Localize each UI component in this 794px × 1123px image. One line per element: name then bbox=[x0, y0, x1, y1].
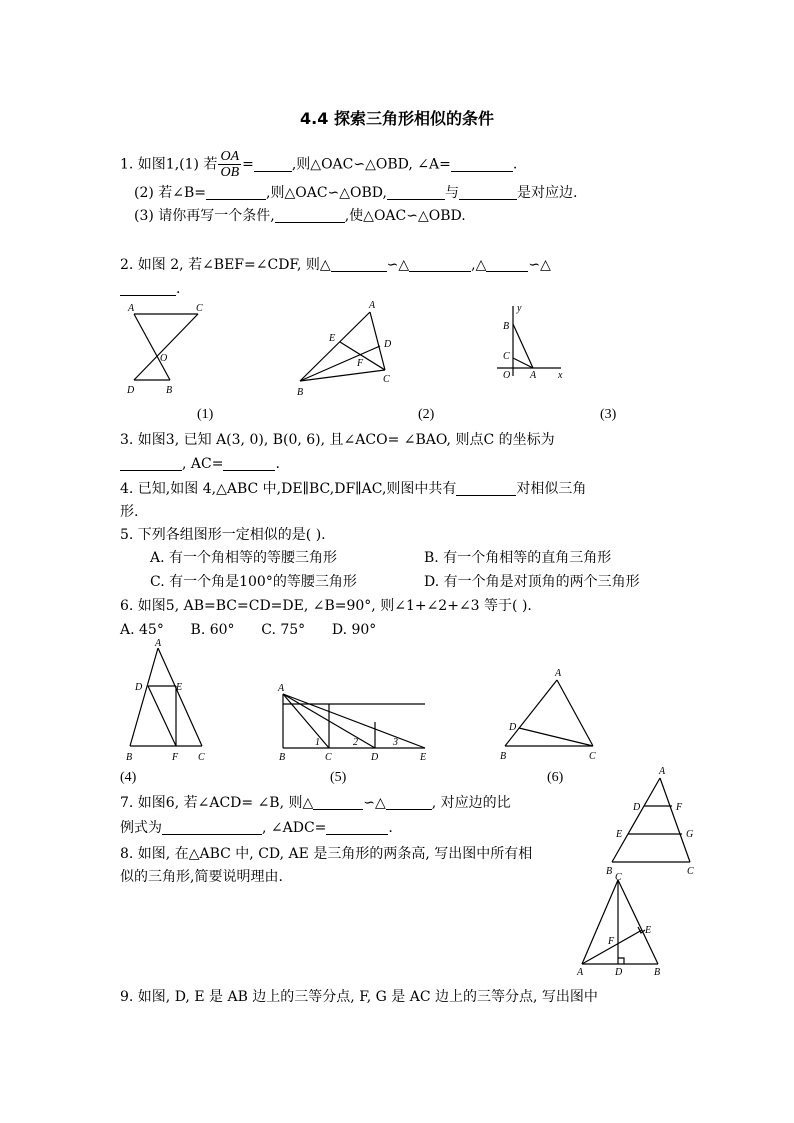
q7-b: ∽△ bbox=[363, 795, 386, 811]
point-label: C bbox=[615, 872, 622, 883]
figure-6 bbox=[495, 666, 610, 771]
figure-1 bbox=[120, 300, 220, 400]
q5-option-b[interactable]: B. 有一个角相等的直角三角形 bbox=[424, 550, 612, 566]
q2-c: ,△ bbox=[471, 257, 487, 273]
q7-d: 例式为 bbox=[120, 820, 162, 836]
q2-line2 bbox=[120, 280, 180, 298]
answer-blank[interactable] bbox=[206, 185, 266, 200]
point-label: B bbox=[297, 387, 304, 398]
q7-line1 bbox=[120, 794, 511, 812]
point-label: O bbox=[503, 370, 511, 381]
answer-blank[interactable] bbox=[326, 820, 388, 835]
q1-fraction bbox=[218, 149, 241, 180]
answer-blank[interactable] bbox=[456, 481, 516, 496]
q2-d: ∽△ bbox=[528, 257, 551, 273]
q5-option-c[interactable]: C. 有一个角是100°的等腰三角形 bbox=[150, 574, 357, 590]
angle-label: 3 bbox=[393, 737, 398, 748]
point-label: F bbox=[357, 358, 364, 369]
answer-blank[interactable] bbox=[459, 185, 517, 200]
q7-line2 bbox=[120, 819, 393, 837]
figure-4 bbox=[118, 640, 218, 770]
answer-blank[interactable] bbox=[162, 820, 262, 835]
point-label: E bbox=[616, 829, 623, 840]
point-label: A bbox=[577, 967, 584, 978]
point-label: D bbox=[384, 339, 392, 350]
point-label: y bbox=[517, 303, 522, 314]
point-label: B bbox=[606, 866, 613, 877]
q2-e: . bbox=[176, 281, 181, 297]
q2-line1 bbox=[120, 256, 551, 274]
answer-blank[interactable] bbox=[386, 795, 432, 810]
point-label: E bbox=[176, 682, 183, 693]
answer-blank[interactable] bbox=[486, 257, 528, 272]
q1-line3 bbox=[134, 207, 466, 225]
q4-line1 bbox=[120, 480, 586, 498]
point-label: x bbox=[558, 370, 563, 381]
point-label: D bbox=[127, 385, 135, 396]
figure-2-caption: (2) bbox=[418, 407, 435, 422]
point-label: A bbox=[555, 668, 562, 679]
q1-line1-pre: 1. 如图1,(1) 若 bbox=[120, 156, 218, 173]
page-title: 4.4 探索三角形相似的条件 bbox=[300, 109, 494, 128]
figure-5-caption: (5) bbox=[330, 770, 347, 785]
point-label: B bbox=[166, 385, 173, 396]
q7-c: , 对应边的比 bbox=[431, 795, 511, 811]
figure-3 bbox=[495, 300, 575, 390]
figure-4-caption: (4) bbox=[120, 770, 137, 785]
point-label: O bbox=[160, 353, 168, 364]
q1-line2-b: ,则△OAC∽△OBD, bbox=[266, 185, 387, 201]
figure-2 bbox=[290, 296, 410, 406]
point-label: C bbox=[687, 866, 694, 877]
q4-b: 对相似三角 bbox=[516, 481, 587, 497]
angle-label: 2 bbox=[353, 737, 358, 748]
q5-option-a[interactable]: A. 有一个角相等的等腰三角形 bbox=[150, 550, 338, 566]
point-label: C bbox=[325, 752, 332, 763]
q4-a: 4. 已知,如图 4,△ABC 中,DE∥BC,DF∥AC,则图中共有 bbox=[120, 481, 457, 497]
point-label: E bbox=[645, 925, 652, 936]
point-label: A bbox=[155, 638, 162, 649]
q1-line3-b: ,使△OAC∽△OBD. bbox=[344, 208, 466, 224]
q7-e: , ∠ADC= bbox=[262, 820, 327, 836]
point-label: C bbox=[383, 374, 390, 385]
point-label: F bbox=[676, 802, 683, 813]
q3-line1: 3. 如图3, 已知 A(3, 0), B(0, 6), 且∠ACO= ∠BAO, 则点C 的坐标为 bbox=[120, 432, 555, 448]
point-label: C bbox=[589, 751, 596, 762]
figure-q9 bbox=[600, 764, 710, 879]
answer-blank[interactable] bbox=[451, 157, 513, 172]
q1-eq: = bbox=[242, 156, 254, 173]
q1-line2-a: (2) 若∠B= bbox=[134, 185, 207, 201]
q1-line2-c: 与 bbox=[445, 185, 459, 201]
answer-blank[interactable] bbox=[313, 795, 363, 810]
q2-b: ∽△ bbox=[386, 257, 410, 273]
point-label: D bbox=[633, 802, 641, 813]
point-label: D bbox=[135, 682, 143, 693]
figure-3-caption: (3) bbox=[600, 407, 617, 422]
point-label: E bbox=[329, 333, 336, 344]
point-label: A bbox=[659, 766, 666, 777]
point-label: C bbox=[503, 351, 510, 362]
point-label: B bbox=[279, 752, 286, 763]
point-label: C bbox=[198, 752, 205, 763]
q1-frac-num: OA bbox=[220, 149, 240, 164]
answer-blank[interactable] bbox=[120, 456, 182, 471]
q1-frac-den: OB bbox=[220, 165, 240, 180]
point-label: A bbox=[530, 370, 537, 381]
q2-a: 2. 如图 2, 若∠BEF=∠CDF, 则△ bbox=[120, 257, 331, 273]
figure-6-caption: (6) bbox=[547, 770, 564, 785]
answer-blank[interactable] bbox=[387, 185, 445, 200]
q1-line1-end: . bbox=[512, 156, 518, 173]
point-label: G bbox=[686, 829, 694, 840]
point-label: D bbox=[615, 967, 623, 978]
q3-line2 bbox=[120, 455, 280, 473]
q7-f: . bbox=[388, 820, 393, 836]
figure-5 bbox=[275, 680, 440, 770]
answer-blank[interactable] bbox=[254, 157, 292, 172]
q8-line1: 8. 如图, 在△ABC 中, CD, AE 是三角形的两条高, 写出图中所有相 bbox=[120, 846, 533, 862]
q4-line2: 形. bbox=[120, 504, 139, 520]
answer-blank[interactable] bbox=[223, 456, 275, 471]
q1-line1 bbox=[120, 149, 517, 180]
q1-line2 bbox=[134, 184, 577, 202]
point-label: A bbox=[369, 300, 376, 311]
figure-q8 bbox=[572, 872, 672, 982]
answer-blank[interactable] bbox=[120, 281, 176, 296]
q1-line1-mid: ,则△OAC∽△OBD, ∠A= bbox=[291, 156, 451, 173]
q5-option-d[interactable]: D. 有一个角是对顶角的两个三角形 bbox=[424, 574, 640, 590]
point-label: C bbox=[196, 303, 203, 314]
q5-stem: 5. 下列各组图形一定相似的是( ). bbox=[120, 527, 326, 543]
q3-b: , AC= bbox=[182, 456, 224, 472]
answer-blank[interactable] bbox=[409, 257, 471, 272]
point-label: A bbox=[128, 303, 135, 314]
q7-a: 7. 如图6, 若∠ACD= ∠B, 则△ bbox=[120, 795, 314, 811]
q1-line3-a: (3) 请你再写一个条件, bbox=[134, 208, 275, 224]
q6-options[interactable]: A. 45° B. 60° C. 75° D. 90° bbox=[120, 622, 377, 638]
point-label: B bbox=[500, 751, 507, 762]
q9-line1: 9. 如图, D, E 是 AB 边上的三等分点, F, G 是 AC 边上的三等分点, 写出图中 bbox=[120, 989, 598, 1005]
point-label: A bbox=[278, 683, 285, 694]
point-label: F bbox=[608, 936, 615, 947]
point-label: B bbox=[654, 967, 661, 978]
figure-1-caption: (1) bbox=[197, 407, 214, 422]
q3-c: . bbox=[275, 456, 280, 472]
q8-line2: 似的三角形,简要说明理由. bbox=[120, 869, 283, 885]
q6-stem: 6. 如图5, AB=BC=CD=DE, ∠B=90°, 则∠1+∠2+∠3 等于( ). bbox=[120, 598, 532, 614]
angle-label: 1 bbox=[315, 737, 320, 748]
answer-blank[interactable] bbox=[275, 208, 345, 223]
point-label: F bbox=[172, 752, 179, 763]
point-label: B bbox=[126, 752, 133, 763]
q1-line2-d: 是对应边. bbox=[517, 185, 578, 201]
point-label: D bbox=[509, 722, 517, 733]
answer-blank[interactable] bbox=[331, 257, 387, 272]
point-label: B bbox=[503, 321, 510, 332]
point-label: D bbox=[371, 752, 379, 763]
point-label: E bbox=[420, 752, 427, 763]
